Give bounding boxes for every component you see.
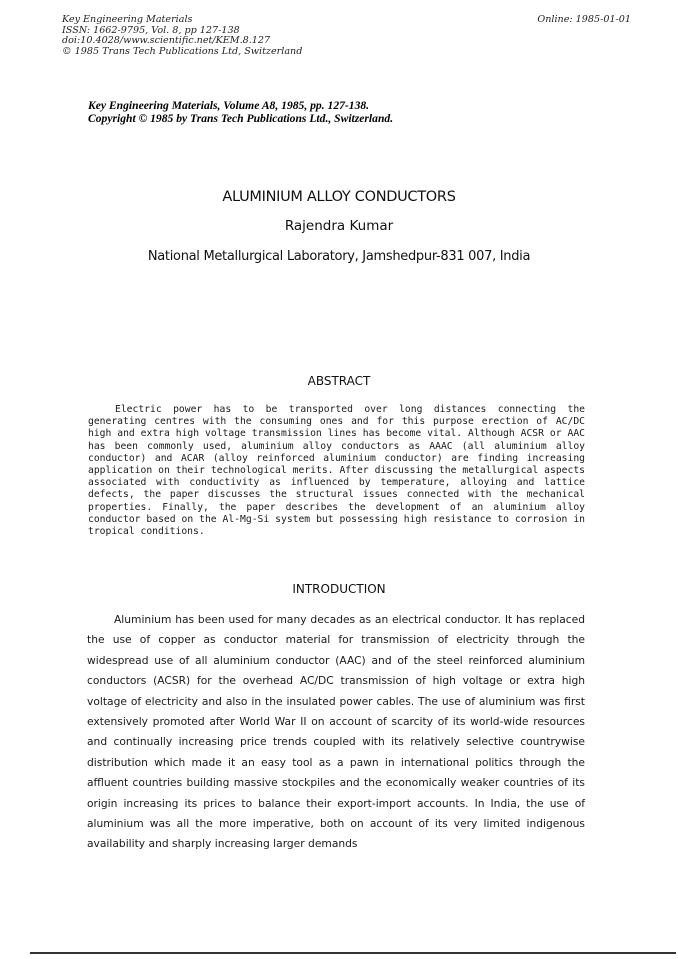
- header-copyright: © 1985 Trans Tech Publications Ltd, Switzerland: [62, 45, 303, 57]
- abstract-paragraph: Electric power has to be transported over long distances connecting the generating centres with the consuming ones and for this purpose erection of AC/DC high and extra high voltage transmission lines has become vital. Although ACSR or AAC has been commonly used, aluminium alloy conductors as AAAC (all aluminium alloy conductor) and ACAR (alloy reinforced aluminium conductor) are finding increasing application on their technological merits. After discussing the metallurgical aspects associated with conductivity as influenced by temperature, alloying and lattice defects, the paper discusses the structural issues connected with the mechanical properties. Finally, the paper describes the development of an aluminium alloy conductor based on the Al-Mg-Si system but possessing high resistance to corrosion in tropical conditions.: [88, 404, 585, 538]
- citation-line: Key Engineering Materials, Volume A8, 1985, pp. 127-138.: [88, 99, 370, 112]
- introduction-text: [87, 610, 585, 855]
- citation-block: [88, 99, 393, 125]
- header-doi: doi:10.4028/www.scientific.net/KEM.8.127: [62, 35, 271, 47]
- abstract-heading: ABSTRACT: [307, 374, 371, 388]
- header-journal-name: Key Engineering Materials: [62, 14, 193, 25]
- introduction-paragraph: Aluminium has been used for many decades as an electrical conductor. It has replaced the use of copper as conductor material for transmission of electricity through the widespread use of all aluminium conductor (AAC) and of the steel reinforced aluminium conductors (ACSR) for the overhead AC/DC transmission of high voltage or extra high voltage of electricity and also in the insulated power cables. The use of aluminium was first extensively promoted after World War II on account of scarcity of its world-wide resources and continually increasing price trends coupled with its relatively selective countrywise distribution which made it an easy tool as a pawn in international politics through the affluent countries building massive stockpiles and the economically weaker countries of its origin increasing its prices to balance their export-import accounts. In India, the use of aluminium was all the more imperative, both on account of its very limited indigenous availability and sharply increasing larger demands: [87, 613, 585, 851]
- introduction-heading: INTRODUCTION: [292, 582, 386, 596]
- online-date: Online: 1985-01-01: [537, 14, 631, 25]
- author-affiliation: National Metallurgical Laboratory, Jamshedpur-831 007, India: [147, 249, 531, 264]
- abstract-text: [88, 404, 585, 538]
- journal-header: [62, 15, 302, 57]
- copyright-line: Copyright © 1985 by Trans Tech Publications Ltd., Switzerland.: [88, 112, 394, 125]
- paper-title: ALUMINIUM ALLOY CONDUCTORS: [222, 189, 456, 205]
- page-bottom-rule: [30, 952, 676, 954]
- header-issn: ISSN: 1662-9795, Vol. 8, pp 127-138: [62, 24, 240, 36]
- author-name: Rajendra Kumar: [284, 218, 394, 234]
